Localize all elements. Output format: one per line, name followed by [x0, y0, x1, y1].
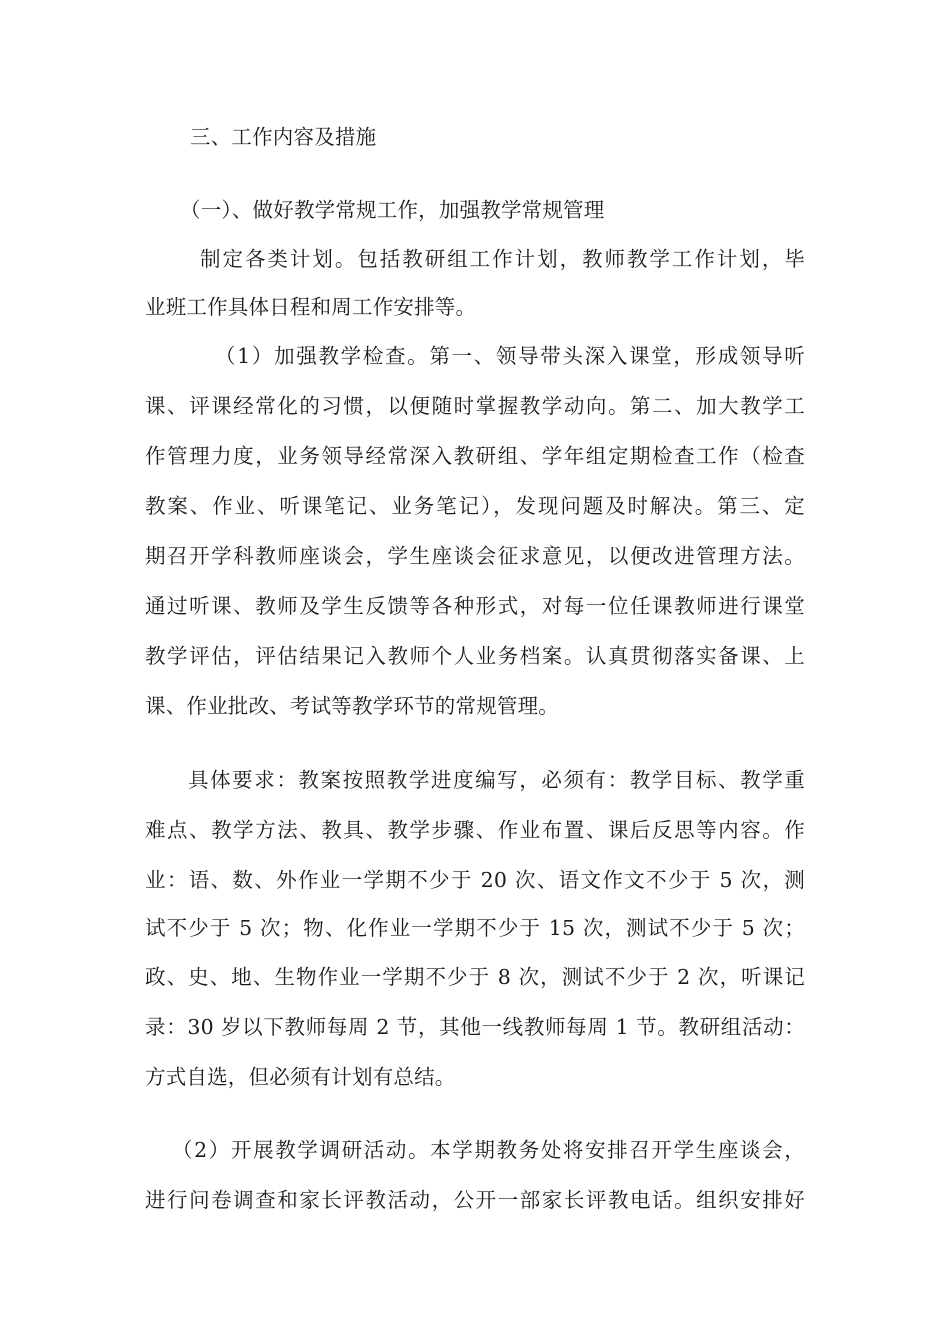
paragraph-inspection-line: 期召开学科教师座谈会，学生座谈会征求意见，以便改进管理方法。	[145, 544, 805, 568]
paragraph-inspection-line: 教学评估，评估结果记入教师个人业务档案。认真贯彻落实备课、上	[145, 644, 805, 668]
paragraph-plans-line: 制定各类计划。包括教研组工作计划，教师教学工作计划，毕	[200, 247, 805, 271]
paragraph-inspection-line: 作管理力度，业务领导经常深入教研组、学年组定期检查工作（检查	[145, 444, 805, 468]
paragraph-inspection-line: 教案、作业、听课笔记、业务笔记），发现问题及时解决。第三、定	[145, 494, 805, 518]
paragraph-requirements-line: 录：30 岁以下教师每周 2 节，其他一线教师每周 1 节。教研组活动：	[145, 1015, 805, 1039]
paragraph-requirements-line: 试不少于 5 次；物、化作业一学期不少于 15 次，测试不少于 5 次；	[145, 916, 805, 940]
paragraph-inspection-line: 课、评课经常化的习惯，以便随时掌握教学动向。第二、加大教学工	[145, 394, 805, 418]
paragraph-requirements-line: 业：语、数、外作业一学期不少于 20 次、语文作文不少于 5 次，测	[145, 868, 805, 892]
section-heading: 三、工作内容及措施	[190, 125, 377, 149]
paragraph-inspection-line: （1）加强教学检查。第一、领导带头深入课堂，形成领导听	[215, 344, 805, 368]
paragraph-research-line: （2）开展教学调研活动。本学期教务处将安排召开学生座谈会，	[172, 1138, 805, 1162]
paragraph-requirements-line: 政、史、地、生物作业一学期不少于 8 次，测试不少于 2 次，听课记	[145, 965, 805, 989]
paragraph-inspection-line: 课、作业批改、考试等教学环节的常规管理。	[145, 694, 559, 718]
paragraph-research-line: 进行问卷调查和家长评教活动，公开一部家长评教电话。组织安排好	[145, 1188, 805, 1212]
paragraph-requirements-line: 难点、教学方法、教具、教学步骤、作业布置、课后反思等内容。作	[145, 818, 805, 842]
paragraph-inspection-line: 通过听课、教师及学生反馈等各种形式，对每一位任课教师进行课堂	[145, 594, 805, 618]
paragraph-requirements-line: 具体要求：教案按照教学进度编写，必须有：教学目标、教学重	[188, 768, 805, 792]
paragraph-plans-line: 业班工作具体日程和周工作安排等。	[145, 295, 477, 319]
subsection-heading: （一）、做好教学常规工作，加强教学常规管理	[180, 198, 605, 222]
paragraph-requirements-line: 方式自选，但必须有计划有总结。	[145, 1065, 456, 1089]
